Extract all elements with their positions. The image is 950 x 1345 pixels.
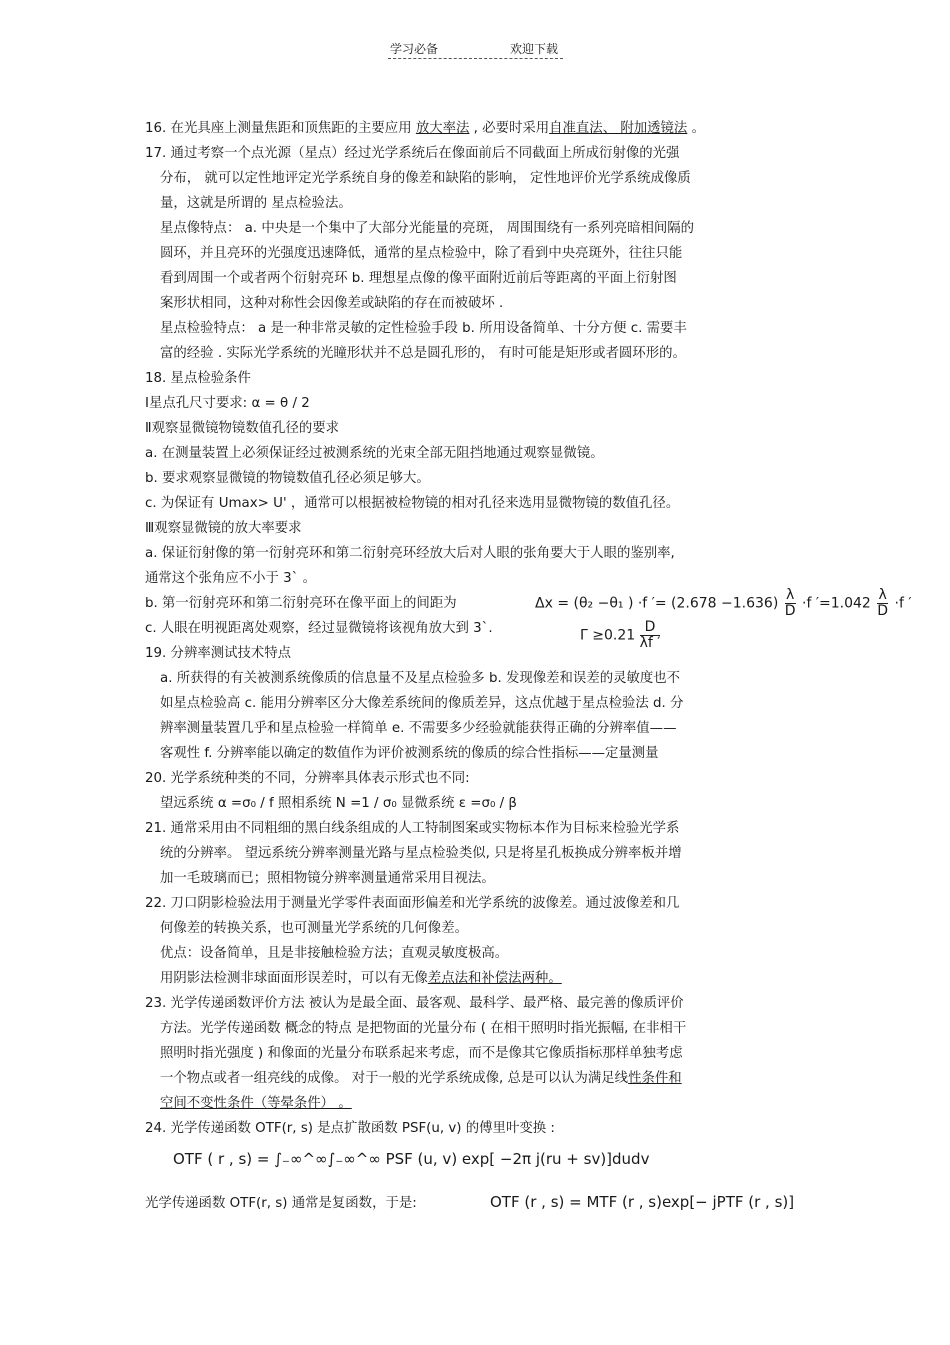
text-line — [145, 395, 310, 413]
text-segment: 统的分辨率。 望远系统分辨率测量光路与星点检验类似, 只是将星孔板换成分辨率板并增 — [160, 846, 682, 861]
text-segment: 17. 通过考察一个点光源（星点）经过光学系统后在像面前后不同截面上所成衍射像的光强 — [145, 146, 680, 161]
text-segment: 案形状相同，这种对称性会因像差或缺陷的存在而被破坏 . — [160, 296, 504, 311]
text-segment: 18. 星点检验条件 — [145, 371, 251, 386]
text-line — [145, 895, 679, 913]
text-segment: 22. 刀口阴影检验法用于测量光学零件表面面形偏差和光学系统的波像差。通过波像差和几 — [145, 896, 680, 911]
text-line — [160, 170, 691, 188]
text-segment: 量，这就是所谓的 星点检验法。 — [160, 196, 352, 211]
text-segment: Ⅲ观察显微镜的放大率要求 — [145, 521, 302, 536]
text-line — [145, 445, 604, 463]
text-segment: 方法。光学传递函数 概念的特点 是把物面的光量分布 ( 在相干照明时指光振幅, 在非相干 — [160, 1021, 687, 1036]
text-line — [160, 1045, 683, 1063]
text-line — [160, 695, 683, 713]
text-segment: 优点：设备简单，且是非接触检验方法；直观灵敏度极高。 — [160, 946, 509, 961]
text-line — [160, 795, 517, 813]
text-segment: 看到周围一个或者两个衍射亮环 b. 理想星点像的像平面附近前后等距离的平面上衍射图 — [160, 271, 677, 286]
header-right: 欢迎下载 — [510, 42, 559, 56]
formula-ring-spacing-mid: ·f ′=1.042 — [802, 595, 871, 612]
formula-ring-spacing — [535, 588, 912, 619]
page-header — [388, 40, 563, 59]
text-segment: 。 — [687, 121, 705, 136]
text-segment: a. 保证衍射像的第一衍射亮环和第二衍射亮环经放大后对人眼的张角要大于人眼的鉴别率, — [145, 546, 675, 561]
text-segment: c. 为保证有 Umax> U' ，通常可以根据被检物镜的相对孔径来选用显微物镜的数值孔径。 — [145, 496, 680, 511]
fraction: $\frac{\lambda}{D}$ — [877, 587, 889, 619]
text-line — [160, 670, 680, 688]
text-line — [145, 370, 251, 388]
text-segment: 通常这个张角应不小于 3` 。 — [145, 571, 317, 586]
underlined-text: 差点法和补偿法两种。 — [427, 971, 562, 986]
text-segment: 用阴影法检测非球面面形误差时，可以有无像 — [160, 971, 428, 986]
text-segment: 星点像特点： a. 中央是一个集中了大部分光能量的亮斑， 周围围绕有一系列亮暗相间隔的 — [160, 221, 695, 236]
text-line — [160, 970, 562, 988]
text-line — [145, 595, 457, 613]
text-line — [160, 945, 508, 963]
underlined-text: 自准直法、 附加透镜法 — [549, 121, 688, 136]
formula-ring-spacing-lhs: Δx = (θ₂ −θ₁ ) ·f ′= (2.678 −1.636) — [535, 595, 779, 612]
underlined-text: 放大率法 — [415, 121, 470, 136]
equation-otf-complex: OTF (r , s) = MTF (r , s)exp[− jPTF (r , s)] — [490, 1193, 795, 1211]
text-line — [160, 345, 686, 363]
underlined-text: 空间不变性条件（等晕条件） 。 — [160, 1096, 352, 1111]
text-line — [160, 1095, 352, 1113]
text-segment: c. 人眼在明视距离处观察，经过显微镜将该视角放大到 3`. — [145, 621, 493, 636]
text-segment: 圆环，并且亮环的光强度迅速降低，通常的星点检验中，除了看到中央亮斑外，往往只能 — [160, 246, 683, 261]
text-segment: 如星点检验高 c. 能用分辨率区分大像差系统间的像质差异，这点优越于星点检验法 d. 分 — [160, 696, 684, 711]
text-line — [160, 870, 495, 888]
text-line — [160, 320, 687, 338]
header-left: 学习必备 — [390, 42, 439, 56]
text-line — [160, 720, 676, 738]
text-segment: 分布， 就可以定性地评定光学系统自身的像差和缺陷的影响， 定性地评价光学系统成像质 — [160, 171, 691, 186]
text-segment: 19. 分辨率测试技术特点 — [145, 646, 292, 661]
text-line — [160, 920, 468, 938]
text-line — [145, 820, 679, 838]
underlined-text: 性条件和 — [628, 1071, 682, 1086]
text-line — [160, 745, 659, 763]
text-line — [160, 1070, 682, 1088]
text-segment: 24. 光学传递函数 OTF(r, s) 是点扩散函数 PSF(u, v) 的傅里叶变换 : — [145, 1121, 555, 1136]
text-line — [145, 570, 316, 588]
text-line — [145, 770, 470, 788]
text-segment: 23. 光学传递函数评价方法 被认为是最全面、最客观、最科学、最严格、最完善的像质评价 — [145, 996, 684, 1011]
fraction: $\frac{\lambda}{D}$ — [784, 587, 796, 619]
text-segment: 一个物点或者一组亮线的成像。 对于一般的光学系统成像, 总是可以认为满足线 — [160, 1071, 629, 1086]
text-line — [145, 1195, 417, 1213]
text-segment: 21. 通常采用由不同粗细的黑白线条组成的人工特制图案或实物标本作为目标来检验光学系 — [145, 821, 680, 836]
text-line — [145, 645, 291, 663]
fraction: $\frac{D}{\lambda f '}$ — [639, 619, 661, 651]
text-segment: 辨率测量装置几乎和星点检验一样简单 e. 不需要多少经验就能获得正确的分辨率值—— — [160, 721, 677, 736]
text-line — [145, 1120, 555, 1138]
text-line — [160, 845, 682, 863]
text-segment: 光学传递函数 OTF(r, s) 通常是复函数，于是: — [145, 1196, 417, 1211]
text-segment: b. 第一衍射亮环和第二衍射亮环在像平面上的间距为 — [145, 596, 457, 611]
equation-otf-integral: OTF ( r , s) = ∫₋∞^∞∫₋∞^∞ PSF (u, v) exp[ −2π j(ru + sv)]dudv — [173, 1150, 650, 1168]
text-line — [145, 145, 679, 163]
text-segment: b. 要求观察显微镜的物镜数值孔径必须足够大。 — [145, 471, 430, 486]
text-line — [145, 495, 679, 513]
text-segment: Ⅰ星点孔尺寸要求: α = θ / 2 — [145, 396, 310, 411]
text-segment: 望远系统 α =σ₀ / f 照相系统 N =1 / σ₀ 显微系统 ε =σ₀ / β — [160, 796, 517, 811]
text-line — [145, 470, 430, 488]
text-line — [160, 195, 352, 213]
formula-magnification: Γ ≥0.21 $\frac{D}{\lambda f '}$ — [580, 619, 661, 651]
text-segment: 星点检验特点： a 是一种非常灵敏的定性检验手段 b. 所用设备简单、十分方便 c. 需要丰 — [160, 321, 687, 336]
text-segment: 20. 光学系统种类的不同，分辨率具体表示形式也不同: — [145, 771, 470, 786]
text-segment: 何像差的转换关系，也可测量光学系统的几何像差。 — [160, 921, 468, 936]
text-segment: 客观性 f. 分辨率能以确定的数值作为评价被测系统的像质的综合性指标——定量测量 — [160, 746, 659, 761]
text-segment: Ⅱ观察显微镜物镜数值孔径的要求 — [145, 421, 340, 436]
text-line — [145, 620, 493, 638]
text-line — [160, 270, 677, 288]
text-line — [145, 995, 684, 1013]
text-segment: 加一毛玻璃而已；照相物镜分辨率测量通常采用目视法。 — [160, 871, 495, 886]
text-segment: a. 所获得的有关被测系统像质的信息量不及星点检验多 b. 发现像差和误差的灵敏度也不 — [160, 671, 681, 686]
text-line — [160, 220, 694, 238]
text-line — [145, 545, 675, 563]
text-segment: a. 在测量装置上必须保证经过被测系统的光束全部无阻挡地通过观察显微镜。 — [145, 446, 604, 461]
text-segment: 16. 在光具座上测量焦距和顶焦距的主要应用 — [145, 121, 416, 136]
text-line — [145, 520, 302, 538]
text-segment: 富的经验 . 实际光学系统的光瞳形状并不总是圆孔形的， 有时可能是矩形或者圆环形的。 — [160, 346, 686, 361]
text-line — [145, 120, 705, 138]
text-line — [160, 245, 682, 263]
text-line — [160, 295, 503, 313]
formula-ring-spacing-tail: ·f ′ — [894, 595, 912, 612]
text-segment: 照明时指光强度 ) 和像面的光量分布联系起来考虑，而不是像其它像质指标那样单独考虑 — [160, 1046, 683, 1061]
text-line — [160, 1020, 686, 1038]
text-line — [145, 420, 339, 438]
text-segment: , 必要时采用 — [469, 121, 550, 136]
